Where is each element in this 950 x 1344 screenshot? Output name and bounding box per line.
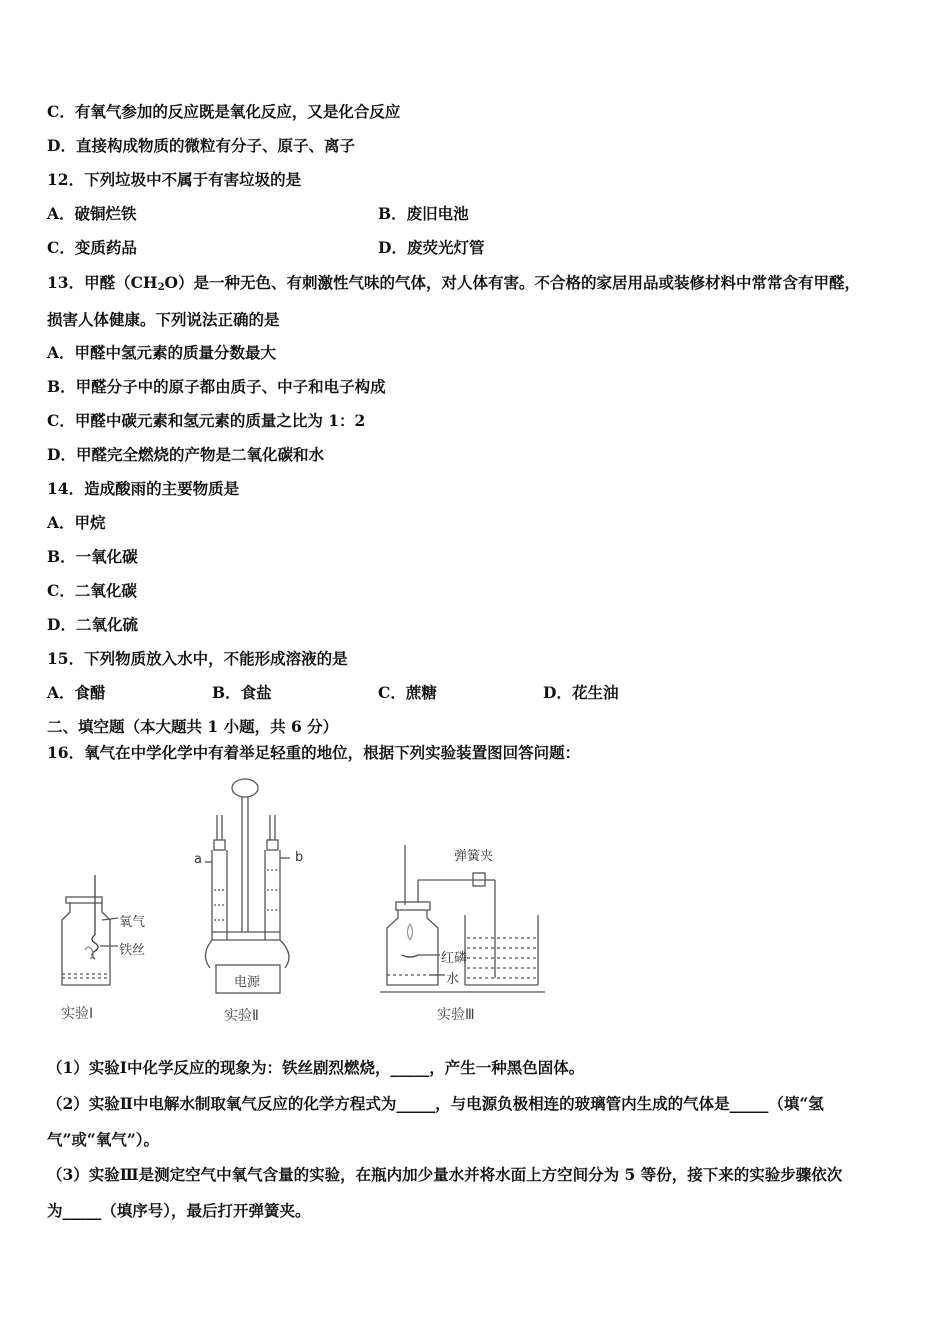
q16-part-1: （1）实验Ⅰ中化学反应的现象为：铁丝剧烈燃烧，_____，产生一种黑色固体。: [47, 1058, 585, 1077]
q13-option-a: A．甲醛中氢元素的质量分数最大: [47, 343, 277, 362]
q16-part-2: （2）实验Ⅱ中电解水制取氧气反应的化学方程式为_____，与电源负极相连的玻璃管内生成的气体是_____（填“氢: [47, 1094, 824, 1113]
q12-option-a: A．破铜烂铁: [47, 204, 137, 223]
exp2-power-label: 电源: [234, 975, 261, 990]
q16-part-3: （3）实验Ⅲ是测定空气中氧气含量的实验，在瓶内加少量水并将水面上方空间分为 5 等份，接下来的实验步骤依次: [47, 1165, 843, 1184]
q14-option-d: D．二氧化硫: [47, 615, 138, 634]
q13-option-b: B．甲醛分子中的原子都由质子、中子和电子构成: [47, 377, 386, 396]
q16-part-3-continued: 为_____（填序号），最后打开弹簧夹。: [47, 1201, 311, 1220]
exp3-water-label: 水: [446, 972, 460, 987]
exp3-clip-label: 弹簧夹: [454, 849, 494, 864]
q15-option-c: C．蔗糖: [378, 683, 437, 702]
exp1-iron-wire-label: 铁丝: [119, 943, 146, 958]
option-d-particles: D．直接构成物质的微粒有分子、原子、离子: [47, 136, 355, 155]
question-16: 16．氧气在中学化学中有着举足轻重的地位，根据下列实验装置图回答问题：: [47, 743, 581, 762]
q16-part-2-continued: 气”或“氧气”）。: [47, 1130, 159, 1149]
q14-option-a: A．甲烷: [47, 513, 106, 532]
q13-subscript: 2: [157, 282, 165, 293]
question-15: 15．下列物质放入水中，不能形成溶液的是: [47, 649, 348, 668]
exp2-caption: 实验Ⅱ: [224, 1008, 259, 1024]
q13-option-d: D．甲醛完全燃烧的产物是二氧化碳和水: [47, 445, 324, 464]
q13-text-post: O）是一种无色、有刺激性气味的气体，对人体有害。不合格的家居用品或装修材料中常常含有甲醛，: [164, 273, 861, 292]
exp1-caption: 实验Ⅰ: [61, 1006, 94, 1022]
q13-option-c: C．甲醛中碳元素和氢元素的质量之比为 1：2: [47, 411, 366, 430]
exp1-oxygen-label: 氧气: [119, 915, 146, 930]
q14-option-b: B．一氧化碳: [47, 547, 138, 566]
q12-option-c: C．变质药品: [47, 238, 137, 257]
section-2-heading: 二、填空题（本大题共 1 小题，共 6 分）: [47, 717, 339, 736]
q12-option-d: D．废荧光灯管: [378, 238, 485, 257]
exp2-b-label: b: [295, 850, 304, 865]
option-c-oxygen-reaction: C．有氧气参加的反应既是氧化反应，又是化合反应: [47, 102, 401, 121]
q12-option-b: B．废旧电池: [378, 204, 469, 223]
q15-option-d: D．花生油: [543, 683, 619, 702]
question-13-continued: 损害人体健康。下列说法正确的是: [47, 310, 280, 329]
question-14: 14．造成酸雨的主要物质是: [47, 479, 240, 498]
exp3-phosphorus-label: 红磷: [441, 951, 468, 966]
q13-text-pre: 13．甲醛（CH: [47, 273, 158, 292]
exp2-apparatus: [205, 779, 290, 993]
exp3-apparatus: [380, 845, 545, 992]
exp1-apparatus: [62, 875, 118, 985]
q15-option-b: B．食盐: [212, 683, 272, 702]
question-12: 12．下列垃圾中不属于有害垃圾的是: [47, 170, 302, 189]
q15-option-a: A．食醋: [47, 683, 106, 702]
exp3-caption: 实验Ⅲ: [437, 1007, 475, 1023]
exp2-a-label: a: [194, 852, 202, 867]
q14-option-c: C．二氧化碳: [47, 581, 137, 600]
